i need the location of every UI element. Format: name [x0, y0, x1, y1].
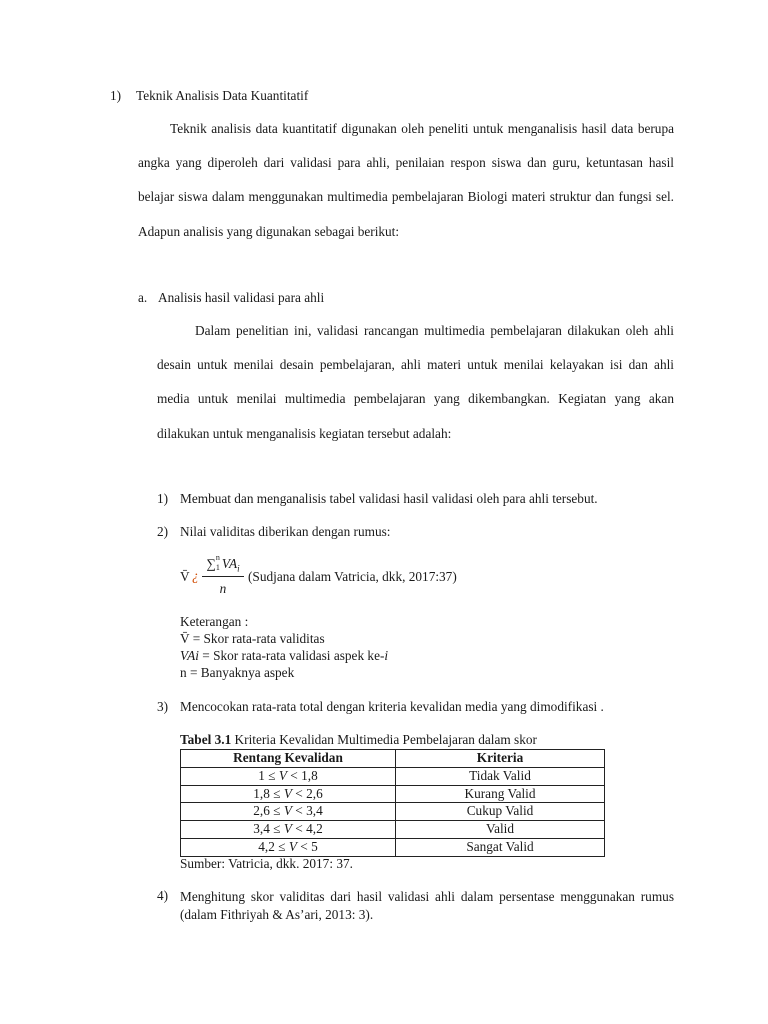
- sum-upper: n: [215, 553, 220, 562]
- range-cell: 1,8 ≤ V < 2,6: [181, 785, 396, 803]
- formula-operator: ¿: [192, 568, 199, 583]
- header-range: Rentang Kevalidan: [181, 750, 396, 768]
- criteria-cell: Sangat Valid: [396, 838, 605, 856]
- header-criteria: Kriteria: [396, 750, 605, 768]
- numerator-var: VA: [221, 556, 238, 571]
- subsection-letter: a.: [138, 290, 148, 305]
- table-row: [181, 821, 605, 839]
- criteria-cell: Valid: [396, 821, 605, 839]
- range-cell: 2,6 ≤ V < 3,4: [181, 803, 396, 821]
- range-cell: 3,4 ≤ V < 4,2: [181, 821, 396, 839]
- criteria-cell: Cukup Valid: [396, 803, 605, 821]
- legend-text: = Banyaknya aspek: [186, 665, 295, 680]
- table-row: [181, 838, 605, 856]
- legend-heading: Keterangan :: [180, 614, 249, 629]
- table-source: Sumber: Vatricia, dkk. 2017: 37.: [180, 856, 353, 871]
- legend-item-vai: [180, 647, 388, 665]
- step-2-number: 2): [157, 524, 169, 539]
- step-1-text: Membuat dan menganalisis tabel validasi hasil validasi oleh para ahli tersebut.: [180, 491, 598, 506]
- table-caption-text: Kriteria Kevalidan Multimedia Pembelajaran dalam skor: [231, 732, 537, 747]
- formula-denominator: n: [219, 581, 227, 596]
- legend-text: = Skor rata-rata validasi aspek ke-: [198, 648, 385, 663]
- intro-paragraph: Teknik analisis data kuantitatif digunakan oleh peneliti untuk menganalisis hasil data berupa angka yang diperoleh dari validasi para ahli, penilaian respon siswa dan guru, ketuntasan hasil belajar siswa dalam menggunakan multimedia pembelajaran Biologi materi struktur dan fungsi sel. Adapun analisis yang digunakan sebagai berikut:: [138, 121, 674, 239]
- step-3-text: Mencocokan rata-rata total dengan kriteria kevalidan media yang dimodifikasi .: [180, 699, 604, 714]
- subsection-title: Analisis hasil validasi para ahli: [158, 290, 325, 305]
- step-4-text: Menghitung skor validitas dari hasil validasi ahli dalam persentase menggunakan rumus (dalam Fithriyah & As’ari, 2013: 3).: [180, 889, 674, 922]
- legend-item-n: [180, 664, 294, 682]
- legend-item-mean: [180, 630, 325, 648]
- table-row: [181, 785, 605, 803]
- step-4-number: 4): [157, 888, 169, 903]
- formula-lhs: V̄: [180, 569, 190, 584]
- legend-text: = Skor rata-rata validitas: [189, 631, 325, 646]
- step-2-text: Nilai validitas diberikan dengan rumus:: [180, 524, 391, 539]
- criteria-table: [180, 749, 605, 857]
- fraction-bar: [202, 576, 244, 577]
- table-row: [181, 767, 605, 785]
- subsection-paragraph: Dalam penelitian ini, validasi rancangan multimedia pembelajaran dilakukan oleh ahli desain untuk menilai desain pembelajaran, ahli materi untuk menilai kelayakan isi dan ahli media untuk menilai multimedia pembelajaran yang dikembangkan. Kegiatan yang akan dilakukan untuk menganalisis kegiatan tersebut adalah:: [157, 323, 674, 441]
- range-cell: 1 ≤ V < 1,8: [181, 767, 396, 785]
- legend-tail: i: [384, 648, 389, 663]
- formula-numerator: [202, 553, 244, 574]
- section-number: 1): [110, 88, 122, 103]
- step-3-number: 3): [157, 699, 169, 714]
- legend-sym: n: [180, 665, 187, 680]
- criteria-cell: Tidak Valid: [396, 767, 605, 785]
- table-caption-label: Tabel 3.1: [180, 732, 232, 747]
- table-caption: [180, 732, 537, 748]
- criteria-cell: Kurang Valid: [396, 785, 605, 803]
- table-row: [181, 803, 605, 821]
- range-cell: 4,2 ≤ V < 5: [181, 838, 396, 856]
- sum-lower: 1: [215, 563, 220, 572]
- step-1-number: 1): [157, 491, 169, 506]
- legend-sym: VAi: [180, 648, 199, 663]
- numerator-index: i: [237, 563, 240, 574]
- legend-sym: V̄: [180, 631, 190, 646]
- sum-symbol: ∑: [206, 556, 216, 571]
- section-title: Teknik Analisis Data Kuantitatif: [136, 88, 309, 103]
- table-header-row: [181, 750, 605, 768]
- formula-citation: (Sudjana dalam Vatricia, dkk, 2017:37): [248, 569, 457, 584]
